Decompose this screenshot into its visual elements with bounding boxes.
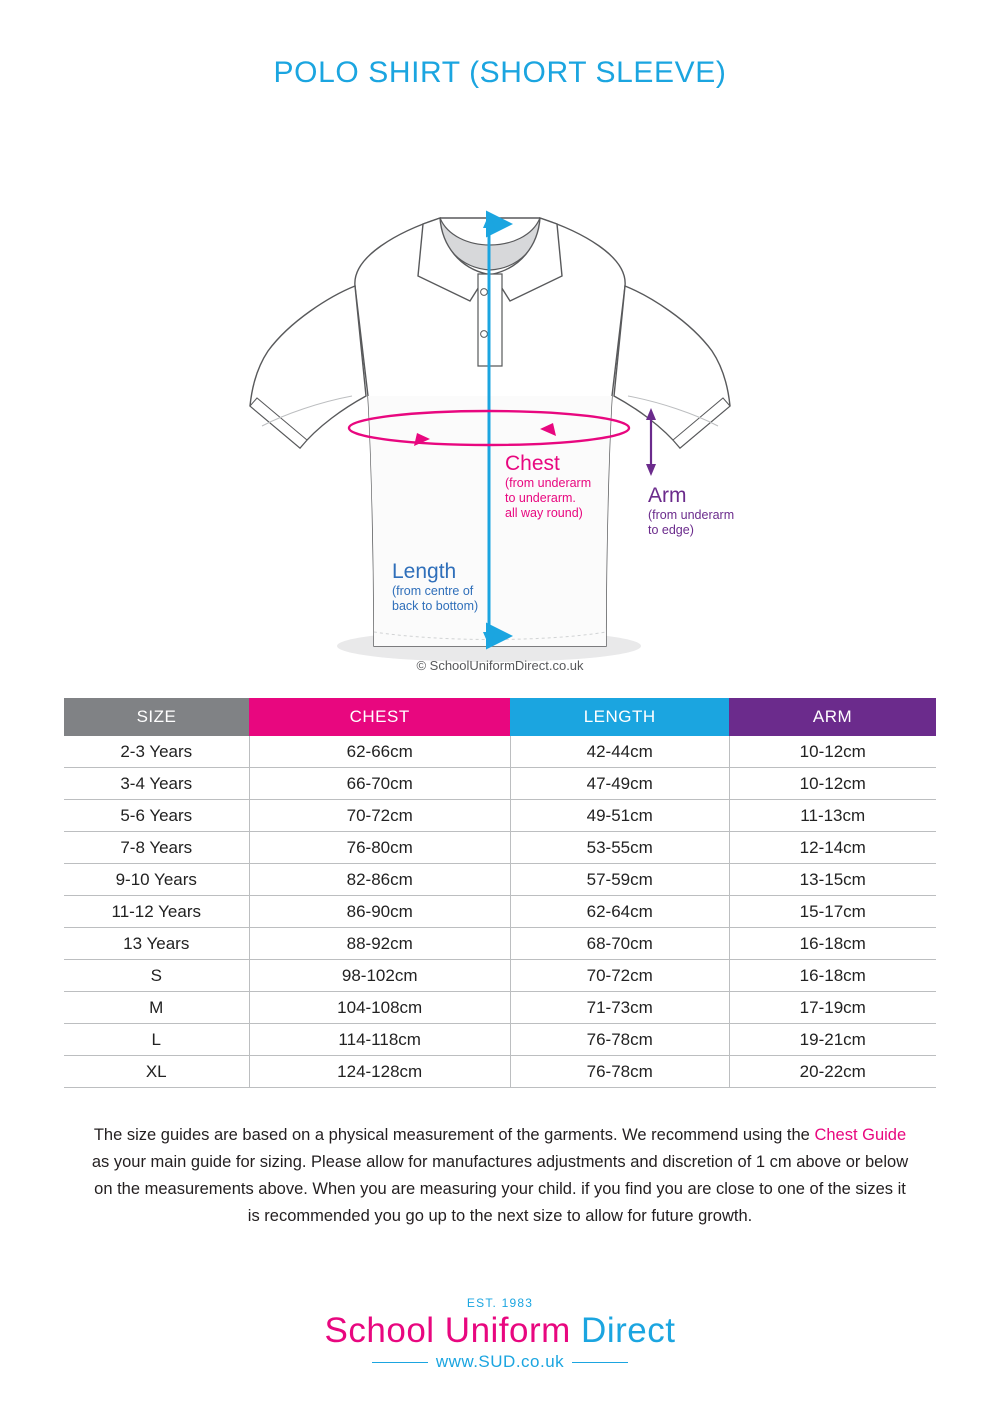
cell-size: S [64, 960, 249, 992]
table-header-row [64, 698, 936, 736]
cell-chest: 86-90cm [249, 896, 510, 928]
table-row [64, 1056, 936, 1088]
cell-size: M [64, 992, 249, 1024]
table-row [64, 832, 936, 864]
footer-logo [0, 1296, 1000, 1372]
website-row [0, 1352, 1000, 1372]
cell-length: 71-73cm [510, 992, 729, 1024]
cell-chest: 88-92cm [249, 928, 510, 960]
table-row [64, 960, 936, 992]
arm-sublabel-2: to edge) [648, 523, 694, 537]
cell-size: 3-4 Years [64, 768, 249, 800]
page-title: POLO SHIRT (SHORT SLEEVE) [273, 56, 727, 89]
length-sublabel-2: back to bottom) [392, 599, 479, 613]
length-sublabel: (from centre of [392, 584, 474, 598]
cell-arm: 10-12cm [729, 768, 936, 800]
cell-size: XL [64, 1056, 249, 1088]
note-highlight: Chest Guide [814, 1126, 907, 1144]
cell-size: 9-10 Years [64, 864, 249, 896]
brand-name-primary: School Uniform [324, 1311, 571, 1350]
column-header-size: SIZE [64, 698, 249, 736]
cell-chest: 66-70cm [249, 768, 510, 800]
table-row [64, 736, 936, 768]
column-header-chest: CHEST [249, 698, 510, 736]
note-part2: as your main guide for sizing. Please allow for manufactures adjustments and discretion of 1 cm above or below on the measurements above. When you are measuring your child. if you find you are close to one of the sizes it is recommended you go up to the next size to allow for future growth. [91, 1153, 909, 1225]
cell-chest: 124-128cm [249, 1056, 510, 1088]
rule-left [372, 1362, 428, 1363]
cell-length: 47-49cm [510, 768, 729, 800]
chest-label-group [505, 452, 591, 521]
table-row [64, 800, 936, 832]
cell-length: 76-78cm [510, 1024, 729, 1056]
polo-shirt-illustration [0, 96, 1000, 676]
chest-sublabel: (from underarm [505, 476, 592, 490]
rule-right [572, 1362, 628, 1363]
cell-length: 62-64cm [510, 896, 729, 928]
arm-sublabel: (from underarm [648, 508, 735, 522]
cell-size: 7-8 Years [64, 832, 249, 864]
cell-arm: 20-22cm [729, 1056, 936, 1088]
cell-arm: 16-18cm [729, 928, 936, 960]
table-row [64, 992, 936, 1024]
website-url[interactable]: www.SUD.co.uk [435, 1352, 565, 1371]
brand-name-secondary: Direct [581, 1311, 676, 1350]
brand-name [0, 1311, 1000, 1351]
size-table [64, 698, 936, 1088]
table-row [64, 896, 936, 928]
table-row [64, 768, 936, 800]
chest-sublabel-2: to underarm. [505, 491, 576, 505]
cell-length: 53-55cm [510, 832, 729, 864]
length-label: Length [392, 560, 457, 583]
cell-arm: 17-19cm [729, 992, 936, 1024]
note-part1: The size guides are based on a physical measurement of the garments. We recommend using the [93, 1126, 810, 1144]
cell-arm: 11-13cm [729, 800, 936, 832]
table-row [64, 1024, 936, 1056]
arm-label-group [648, 484, 734, 538]
column-header-arm: ARM [729, 698, 936, 736]
cell-chest: 82-86cm [249, 864, 510, 896]
cell-arm: 15-17cm [729, 896, 936, 928]
cell-length: 57-59cm [510, 864, 729, 896]
polo-shirt-diagram [0, 96, 1000, 696]
cell-length: 76-78cm [510, 1056, 729, 1088]
cell-size: L [64, 1024, 249, 1056]
chest-sublabel-3: all way round) [505, 506, 583, 520]
cell-arm: 13-15cm [729, 864, 936, 896]
chest-label: Chest [505, 452, 560, 475]
copyright-text: © SchoolUniformDirect.co.uk [416, 658, 584, 673]
established-text: EST. 1983 [466, 1296, 534, 1310]
cell-length: 68-70cm [510, 928, 729, 960]
cell-size: 13 Years [64, 928, 249, 960]
cell-length: 70-72cm [510, 960, 729, 992]
size-table-head [64, 698, 936, 736]
cell-arm: 19-21cm [729, 1024, 936, 1056]
cell-arm: 12-14cm [729, 832, 936, 864]
arm-label: Arm [648, 484, 687, 507]
button-top [481, 289, 488, 296]
cell-length: 49-51cm [510, 800, 729, 832]
length-label-group [392, 560, 478, 614]
cell-chest: 76-80cm [249, 832, 510, 864]
cell-arm: 16-18cm [729, 960, 936, 992]
cell-arm: 10-12cm [729, 736, 936, 768]
table-row [64, 864, 936, 896]
cell-size: 2-3 Years [64, 736, 249, 768]
size-table-wrapper [64, 698, 936, 1088]
cell-length: 42-44cm [510, 736, 729, 768]
cell-chest: 114-118cm [249, 1024, 510, 1056]
table-row [64, 928, 936, 960]
column-header-length: LENGTH [510, 698, 729, 736]
cell-size: 11-12 Years [64, 896, 249, 928]
cell-chest: 98-102cm [249, 960, 510, 992]
size-table-body [64, 736, 936, 1088]
cell-size: 5-6 Years [64, 800, 249, 832]
cell-chest: 62-66cm [249, 736, 510, 768]
cell-chest: 104-108cm [249, 992, 510, 1024]
cell-chest: 70-72cm [249, 800, 510, 832]
sizing-note [90, 1122, 910, 1230]
button-bottom [481, 331, 488, 338]
